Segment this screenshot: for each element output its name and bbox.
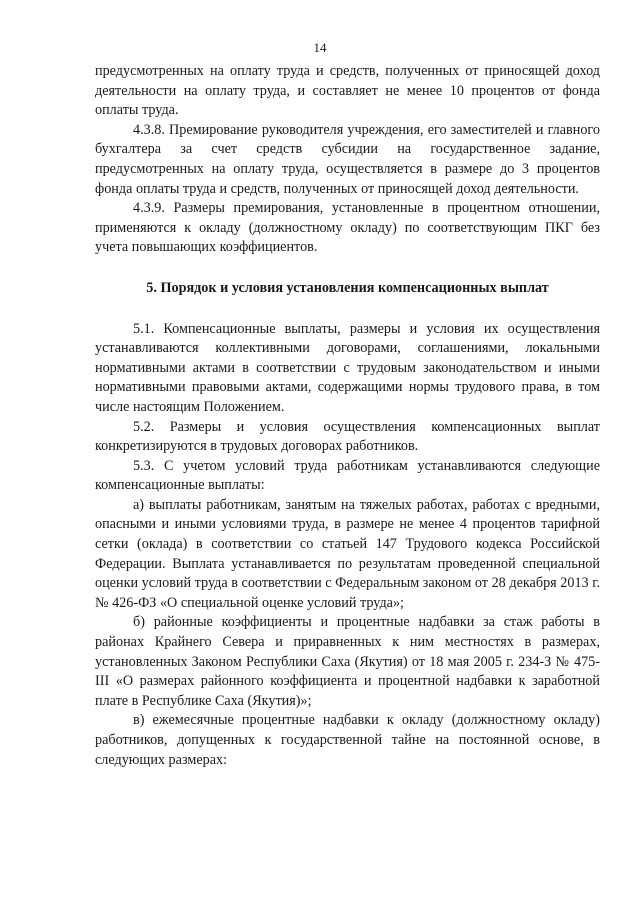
list-item-a: а) выплаты работникам, занятым на тяжелых работах, работах с вредными, опасными и иными условиями труда, в размере не менее 4 процентов тарифной сетки (оклада) в соответствии со статьей 147 Трудового кодекса Российской Федерации. Выплата устанавливается по результатам проведенной специальной оценки условий труда в соответствии с Федеральным законом от 28 декабря 2013 г. № 426-ФЗ «О специальной оценке условий труда»; (95, 496, 600, 611)
paragraph-5-3: 5.3. С учетом условий труда работникам устанавливаются следующие компенсационные выплаты: (95, 457, 600, 494)
paragraph-4-3-8: 4.3.8. Премирование руководителя учреждения, его заместителей и главного бухгалтера за счет средств субсидии на государственное задание, предусмотренных на оплату труда, осуществляется в размере до 3 процентов фонда оплаты труда и средств, полученных от приносящей доход деятельности. (95, 121, 600, 197)
paragraph-4-3-9: 4.3.9. Размеры премирования, установленные в процентном отношении, применяются к окладу (должностному окладу) по соответствующим ПКГ без учета повышающих коэффициентов. (95, 200, 600, 256)
document-body (95, 62, 600, 770)
paragraph-5-2: 5.2. Размеры и условия осуществления компенсационных выплат конкретизируются в трудовых договорах работников. (95, 418, 600, 455)
section-heading-5: 5. Порядок и условия установления компенсационных выплат (146, 279, 549, 296)
paragraph-5-1: 5.1. Компенсационные выплаты, размеры и условия их осуществления устанавливаются коллективными договорами, соглашениями, локальными нормативными актами в соответствии с трудовым законодательством и иными нормативными правовыми актами, содержащими нормы трудового права, в том числе настоящим Положением. (95, 320, 600, 415)
list-item-b: б) районные коэффициенты и процентные надбавки за стаж работы в районах Крайнего Севера и приравненных к ним местностях в размерах, установленных Законом Республики Саха (Якутия) от 18 мая 2005 г. 234-З № 475-III «О размерах районного коэффициента и процентной надбавки к заработной плате в Республике Саха (Якутия)»; (95, 614, 600, 709)
paragraph-continuation: предусмотренных на оплату труда и средств, полученных от приносящей доход деятельности на оплату труда, и составляет не менее 10 процентов от фонда оплаты труда. (95, 63, 600, 119)
page-number: 14 (313, 40, 327, 55)
list-item-v: в) ежемесячные процентные надбавки к окладу (должностному окладу) работников, допущенных к государственной тайне на постоянной основе, в следующих размерах: (95, 712, 600, 768)
